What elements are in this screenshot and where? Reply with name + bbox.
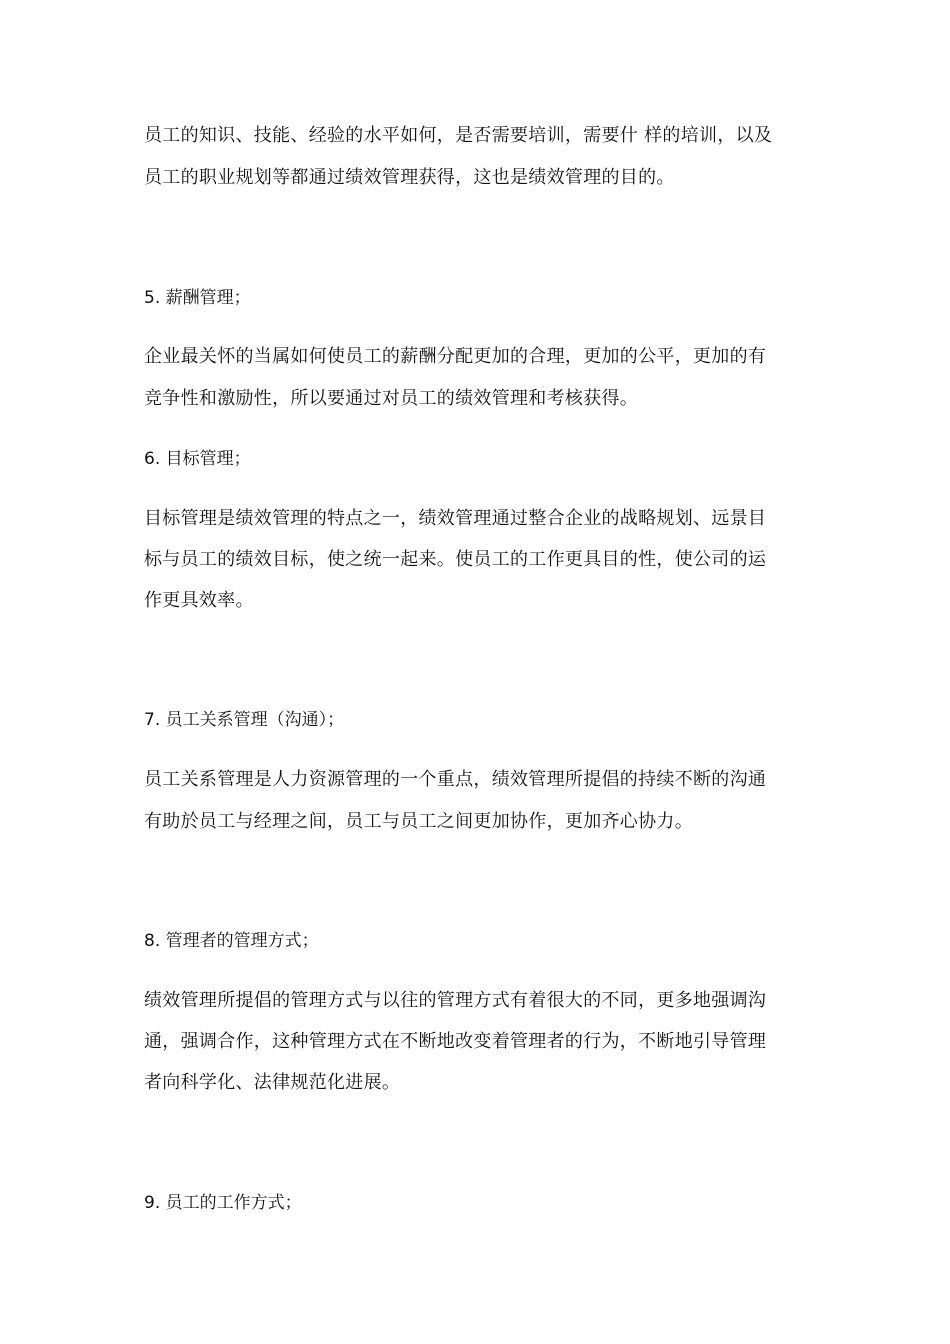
paragraph-line: 企业最关怀的当属如何使员工的薪酬分配更加的合理，更加的公平，更加的有 bbox=[144, 346, 767, 367]
paragraph-line: 作更具效率。 bbox=[144, 590, 254, 611]
intro-line: 员工的职业规划等都通过绩效管理获得，这也是绩效管理的目的。 bbox=[144, 167, 675, 188]
intro-line: 员工的知识、技能、经验的水平如何，是否需要培训，需要什 样的培训，以及 bbox=[144, 125, 773, 146]
paragraph-line: 员工关系管理是人力资源管理的一个重点，绩效管理所提倡的持续不断的沟通 bbox=[144, 769, 767, 790]
paragraph-line: 有助於员工与经理之间，员工与员工之间更加协作，更加齐心协力。 bbox=[144, 811, 693, 832]
section-heading: 6. 目标管理； bbox=[144, 449, 251, 469]
section-heading: 8. 管理者的管理方式； bbox=[144, 931, 319, 951]
section-heading: 5. 薪酬管理； bbox=[144, 288, 251, 308]
paragraph-line: 者向科学化、法律规范化进展。 bbox=[144, 1072, 401, 1093]
section-heading: 9. 员工的工作方式； bbox=[144, 1193, 302, 1213]
paragraph-line: 绩效管理所提倡的管理方式与以往的管理方式有着很大的不同，更多地强调沟 bbox=[144, 990, 767, 1011]
paragraph-line: 通，强调合作，这种管理方式在不断地改变着管理者的行为，不断地引导管理 bbox=[144, 1031, 767, 1052]
paragraph-line: 目标管理是绩效管理的特点之一，绩效管理通过整合企业的战略规划、远景目 bbox=[144, 508, 767, 529]
section-heading: 7. 员工关系管理（沟通）； bbox=[144, 710, 345, 730]
paragraph-line: 标与员工的绩效目标，使之统一起来。使员工的工作更具目的性，使公司的运 bbox=[144, 549, 767, 570]
paragraph-line: 竞争性和激励性，所以要通过对员工的绩效管理和考核获得。 bbox=[144, 388, 639, 409]
